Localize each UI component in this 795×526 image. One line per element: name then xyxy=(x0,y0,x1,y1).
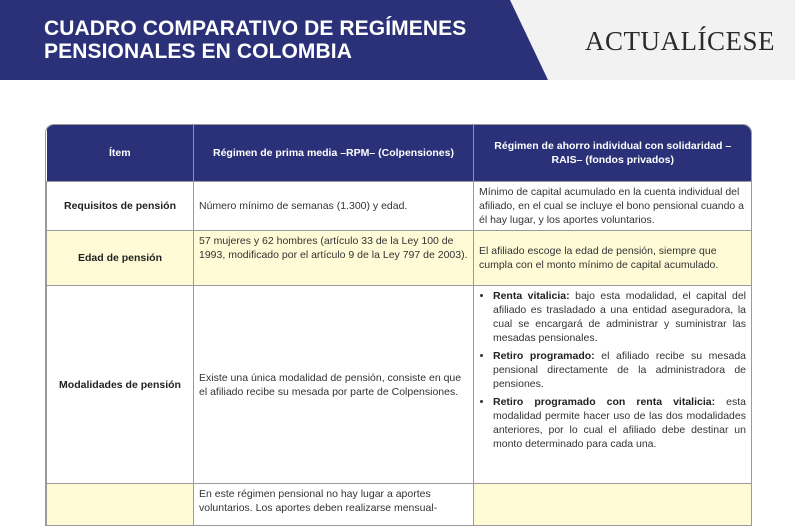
pension-modalities-list xyxy=(479,289,746,451)
row-rpm-cell: 57 mujeres y 62 hombres (artículo 33 de la Ley 100 de 1993, modificado por el artículo 9 de la Ley 797 de 2003). xyxy=(194,231,474,286)
column-header-item: Ítem xyxy=(47,125,194,182)
column-header-rais: Régimen de ahorro individual con solidaridad –RAIS– (fondos privados) xyxy=(474,125,752,182)
row-item-label: Modalidades de pensión xyxy=(47,286,194,484)
row-rais-cell: Mínimo de capital acumulado en la cuenta individual del afiliado, en el cual se incluye el bono pensional cuando a él hay lugar, y los aportes voluntarios. xyxy=(474,182,752,231)
table-row xyxy=(47,484,752,526)
list-item: • Renta vitalicia: bajo esta modalidad, el capital del afiliado es trasladado a una entidad aseguradora, la cual se encargará de administrar y suministrar las mesadas pensionales. xyxy=(493,289,746,345)
table-row xyxy=(47,182,752,231)
row-rpm-cell: Número mínimo de semanas (1.300) y edad. xyxy=(194,182,474,231)
row-rpm-cell: Existe una única modalidad de pensión, consiste en que el afiliado recibe su mesada por parte de Colpensiones. xyxy=(194,286,474,484)
row-rais-cell xyxy=(474,484,752,526)
page-title: CUADRO COMPARATIVO DE REGÍMENES PENSIONALES EN COLOMBIA xyxy=(44,17,514,63)
row-rpm-cell: En este régimen pensional no hay lugar a aportes voluntarios. Los aportes deben realizarse mensual- xyxy=(194,484,474,526)
table-row xyxy=(47,286,752,484)
row-rais-cell xyxy=(474,286,752,484)
brand-logo: ACTUALÍCESE xyxy=(585,26,775,57)
row-rais-cell: El afiliado escoge la edad de pensión, siempre que cumpla con el monto mínimo de capital acumulado. xyxy=(474,231,752,286)
list-item: • Retiro programado: el afiliado recibe su mesada pensional directamente de la administradora de pensiones. xyxy=(493,349,746,391)
table-header-row xyxy=(47,125,752,182)
column-header-rpm: Régimen de prima media –RPM– (Colpensiones) xyxy=(194,125,474,182)
header-banner xyxy=(0,0,795,80)
row-item-label: Edad de pensión xyxy=(47,231,194,286)
list-item: • Retiro programado con renta vitalicia: esta modalidad permite hacer uso de las dos modalidades anteriores, por lo cual el afiliado debe destinar un monto determinado para cada una. xyxy=(493,395,746,451)
comparison-table xyxy=(45,124,752,526)
row-item-label xyxy=(47,484,194,526)
table-row xyxy=(47,231,752,286)
row-item-label: Requisitos de pensión xyxy=(47,182,194,231)
